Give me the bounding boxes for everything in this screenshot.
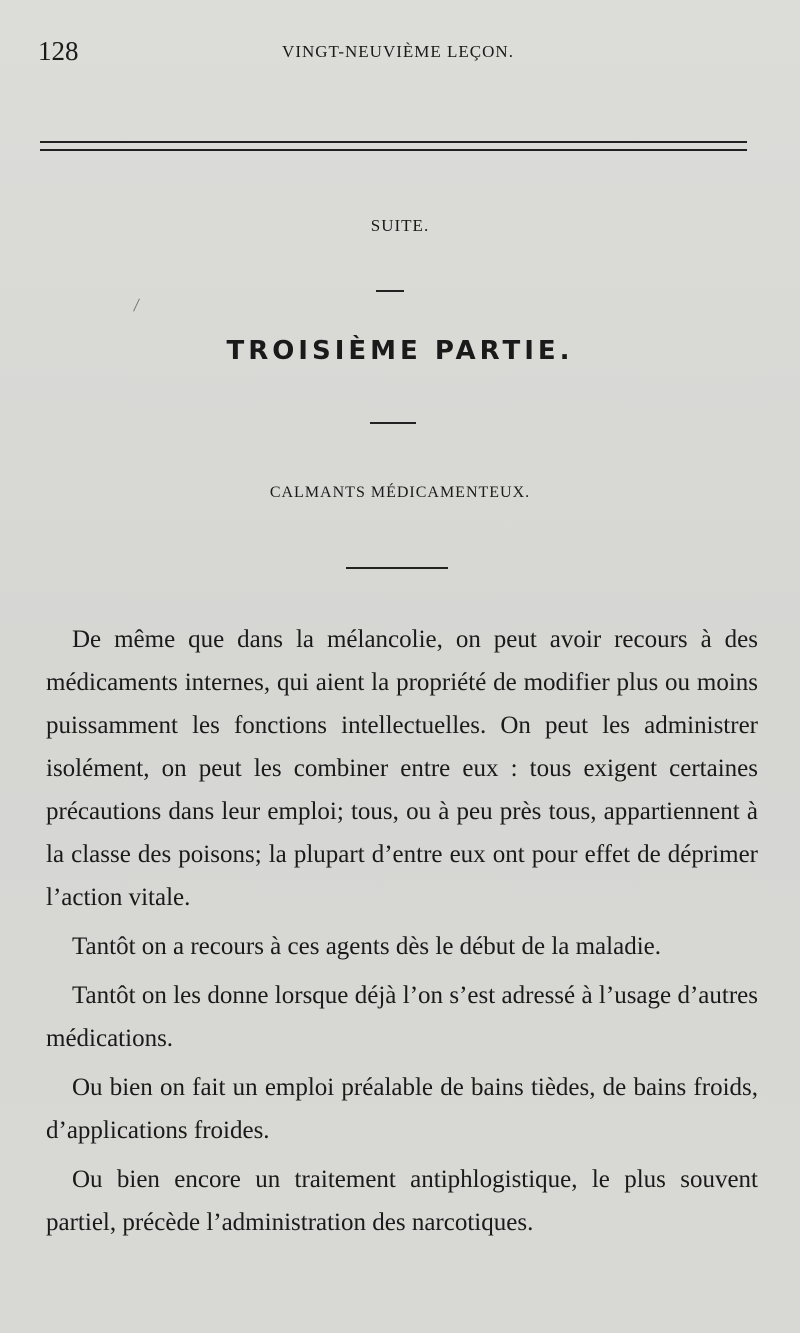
paragraph: Tantôt on les donne lorsque déjà l’on s’est adressé à l’usage d’autres médications. xyxy=(46,982,758,1052)
suite-label: SUITE. xyxy=(370,216,430,235)
thin-rule-divider xyxy=(346,567,448,569)
body-text xyxy=(46,618,758,1244)
running-head xyxy=(38,36,758,70)
short-rule-divider xyxy=(370,422,416,424)
section-title: CALMANTS MÉDICAMENTEUX. xyxy=(269,484,531,501)
short-rule-divider xyxy=(376,290,404,292)
paragraph: Ou bien encore un traitement antiphlogistique, le plus souvent partiel, précède l’administration des narcotiques. xyxy=(46,1166,758,1236)
print-speck xyxy=(133,298,140,311)
paragraph: Tantôt on a recours à ces agents dès le début de la maladie. xyxy=(72,933,661,960)
running-title: VINGT-NEUVIÈME LEÇON. xyxy=(282,42,514,61)
paragraph: De même que dans la mélancolie, on peut avoir recours à des médicaments internes, qui aient la propriété de modifier plus ou moins puissamment les fonctions intellectuelles. On peut les administrer isolément, on peut les combiner entre eux : tous exigent certaines précautions dans leur emploi; tous, ou à peu près tous, appartiennent à la classe des poisons; la plupart d’entre eux ont pour effet de déprimer l’action vitale. xyxy=(46,626,758,911)
page-number: 128 xyxy=(38,36,79,66)
part-title: TROISIÈME PARTIE. xyxy=(226,336,574,366)
double-rule-divider xyxy=(40,141,747,151)
paragraph: Ou bien on fait un emploi préalable de bains tièdes, de bains froids, d’applications froides. xyxy=(46,1074,758,1144)
